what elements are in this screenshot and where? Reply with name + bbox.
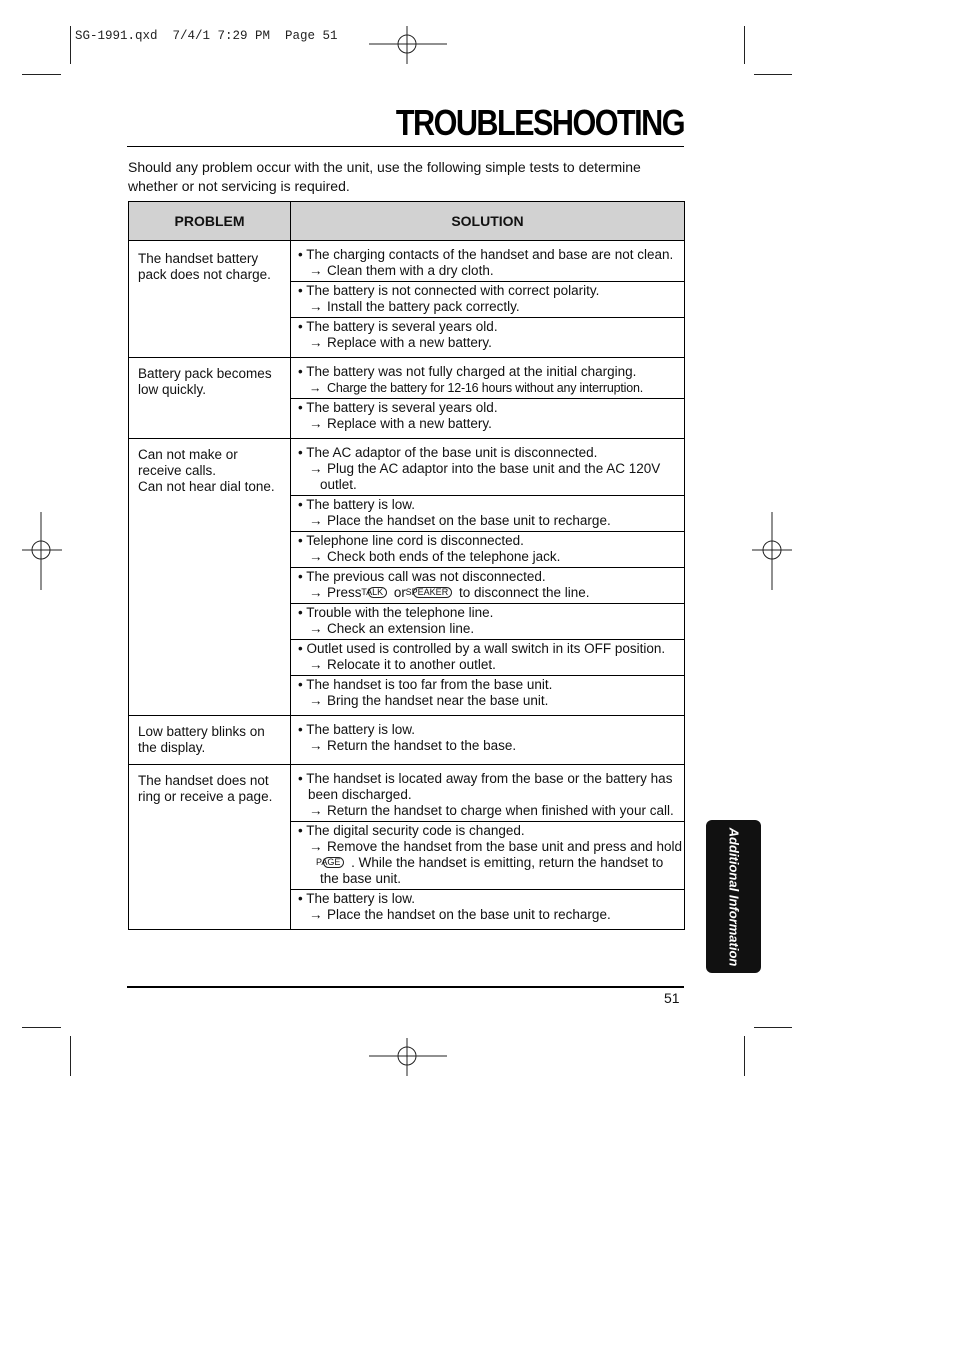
arrow-icon: → — [309, 513, 323, 528]
speaker-key-icon: SPEAKER — [413, 587, 453, 598]
fix-text: → Replace with a new battery. — [309, 416, 492, 431]
table-header-row — [129, 202, 685, 241]
table-row — [129, 241, 685, 358]
registration-mark-icon — [369, 26, 447, 64]
section-tab — [706, 820, 761, 973]
solution-item — [291, 363, 684, 399]
table-row — [129, 716, 685, 765]
cause-text: • The battery is several years old. — [298, 400, 498, 415]
registration-mark-icon — [369, 1038, 447, 1076]
crop-mark — [22, 1027, 61, 1028]
solution-item — [291, 496, 684, 532]
solution-item — [291, 770, 684, 822]
solution-item — [291, 822, 684, 890]
section-tab-label: Additional Information — [726, 827, 741, 966]
solution-item — [291, 568, 684, 604]
arrow-icon: → — [309, 549, 323, 564]
cause-text: • Outlet used is controlled by a wall switch in its OFF position. — [298, 641, 666, 656]
arrow-icon: → — [309, 803, 323, 818]
solution-cell — [291, 358, 685, 439]
solution-cell — [291, 716, 685, 765]
solution-item — [291, 604, 684, 640]
solution-item — [291, 444, 684, 496]
problem-cell — [129, 439, 291, 716]
cause-text: • The AC adaptor of the base unit is disconnected. — [298, 445, 598, 460]
page-key-icon: PAGE — [323, 857, 344, 868]
arrow-icon: → — [309, 907, 323, 922]
arrow-icon: → — [309, 657, 323, 672]
cause-text: • The battery is low. — [298, 891, 416, 906]
fix-text: → Place the handset on the base unit to recharge. — [309, 907, 611, 922]
title-rule — [127, 146, 684, 147]
fix-text: → Relocate it to another outlet. — [309, 657, 496, 672]
arrow-icon: → — [309, 461, 323, 476]
solution-item — [291, 890, 684, 925]
registration-mark-icon — [752, 512, 792, 590]
arrow-icon: → — [309, 335, 323, 350]
cause-text: • Trouble with the telephone line. — [298, 605, 494, 620]
problem-line: Can not hear dial tone. — [138, 479, 275, 494]
fix-text: → Plug the AC adaptor into the base unit and the AC 120V outlet. — [309, 461, 661, 492]
solution-item — [291, 721, 684, 756]
fix-text: → Press TALK or SPEAKER to disconnect the line. — [309, 585, 590, 600]
solution-item — [291, 640, 684, 676]
cause-text: • The handset is located away from the base or the battery has been discharged. — [298, 771, 673, 802]
print-slug: SG-1991.qxd 7/4/1 7:29 PM Page 51 — [75, 29, 338, 43]
arrow-icon: → — [309, 263, 323, 278]
intro-paragraph: Should any problem occur with the unit, use the following simple tests to determine whether or not servicing is required. — [128, 159, 641, 194]
fix-text: → Check both ends of the telephone jack. — [309, 549, 561, 564]
crop-mark — [744, 1036, 745, 1076]
crop-mark — [22, 74, 61, 75]
cause-text: • The digital security code is changed. — [298, 823, 525, 838]
fix-text: → Return the handset to the base. — [309, 738, 517, 753]
cause-text: • The handset is too far from the base unit. — [298, 677, 553, 692]
table-row — [129, 765, 685, 930]
arrow-icon: → — [309, 585, 323, 600]
arrow-icon: → — [309, 738, 323, 753]
cause-text: • The battery is several years old. — [298, 319, 498, 334]
fix-text: → Bring the handset near the base unit. — [309, 693, 549, 708]
problem-header: PROBLEM — [129, 202, 291, 241]
solution-item — [291, 318, 684, 353]
crop-mark — [754, 1027, 792, 1028]
page-title: TROUBLESHOOTING — [395, 102, 684, 143]
cause-text: • The battery is low. — [298, 722, 416, 737]
problem-cell: The handset does not ring or receive a page. — [129, 765, 291, 930]
solution-item — [291, 246, 684, 282]
crop-mark — [754, 74, 792, 75]
fix-text: → Replace with a new battery. — [309, 335, 492, 350]
problem-cell: Battery pack becomes low quickly. — [129, 358, 291, 439]
table-row — [129, 439, 685, 716]
crop-mark — [70, 1036, 71, 1076]
crop-mark — [744, 26, 745, 64]
solution-cell — [291, 241, 685, 358]
page-number: 51 — [664, 990, 680, 1006]
solution-header: SOLUTION — [291, 202, 685, 241]
fix-text: → Charge the battery for 12-16 hours without any interruption. — [309, 381, 643, 395]
fix-text: → Check an extension line. — [309, 621, 475, 636]
arrow-icon: → — [309, 381, 322, 395]
troubleshooting-table — [128, 201, 685, 930]
talk-key-icon: TALK — [368, 587, 387, 598]
cause-text: • The battery is low. — [298, 497, 416, 512]
cause-text: • Telephone line cord is disconnected. — [298, 533, 524, 548]
solution-item — [291, 532, 684, 568]
arrow-icon: → — [309, 416, 323, 431]
fix-text: → Place the handset on the base unit to recharge. — [309, 513, 611, 528]
solution-cell — [291, 765, 685, 930]
fix-text: → Install the battery pack correctly. — [309, 299, 520, 314]
problem-cell: Low battery blinks on the display. — [129, 716, 291, 765]
crop-mark — [70, 26, 71, 64]
fix-text: → Clean them with a dry cloth. — [309, 263, 494, 278]
arrow-icon: → — [309, 693, 323, 708]
cause-text: • The battery is not connected with correct polarity. — [298, 283, 600, 298]
solution-item — [291, 676, 684, 711]
problem-line: Can not make or receive calls. — [138, 447, 238, 478]
arrow-icon: → — [309, 839, 323, 854]
fix-text: → Return the handset to charge when finished with your call. — [309, 803, 674, 818]
cause-text: • The battery was not fully charged at the initial charging. — [298, 364, 637, 379]
solution-cell — [291, 439, 685, 716]
table-row — [129, 358, 685, 439]
footer-rule — [127, 986, 684, 988]
cause-text: • The charging contacts of the handset and base are not clean. — [298, 247, 674, 262]
arrow-icon: → — [309, 299, 323, 314]
cause-text: • The previous call was not disconnected. — [298, 569, 546, 584]
problem-cell: The handset battery pack does not charge. — [129, 241, 291, 358]
registration-mark-icon — [22, 512, 62, 590]
solution-item — [291, 399, 684, 434]
solution-item — [291, 282, 684, 318]
fix-text: → Remove the handset from the base unit and press and hold PAGE . While the handset is emitting, return the handset to the base unit. — [309, 839, 682, 886]
arrow-icon: → — [309, 621, 323, 636]
